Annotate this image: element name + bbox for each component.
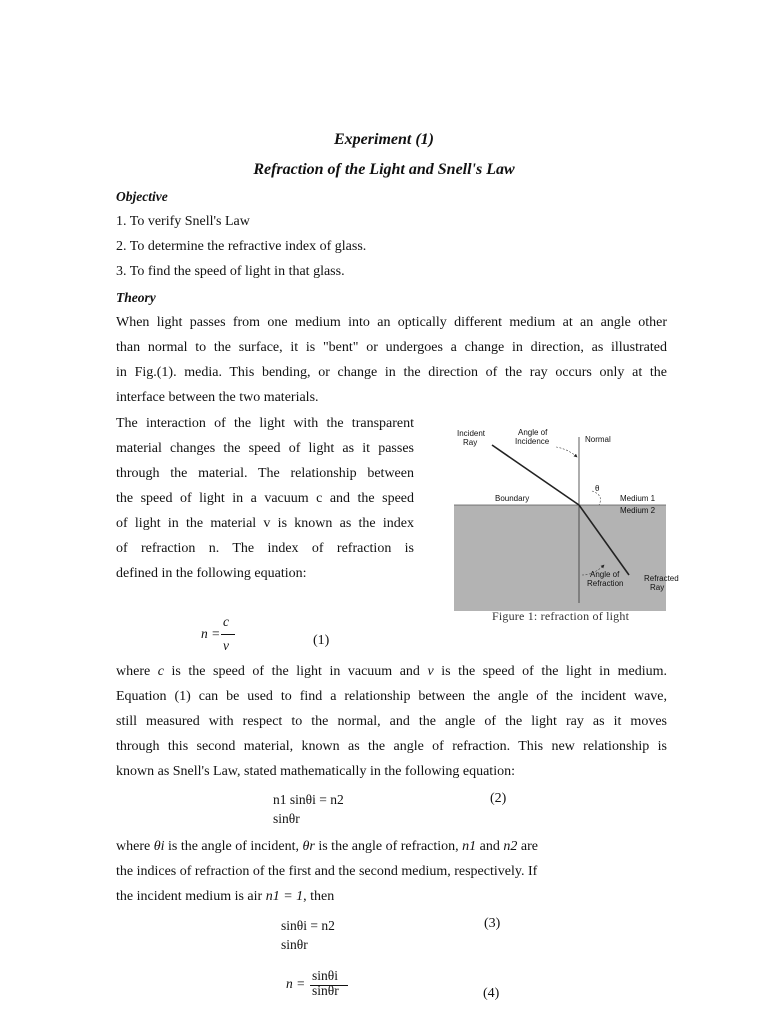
paragraph-line: The interaction of the light with the transparent (116, 416, 414, 431)
paragraph-line: the speed of light in a vacuum c and the speed (116, 491, 414, 506)
objective-heading: Objective (116, 189, 168, 204)
incident-ray-label: Incident (457, 429, 486, 438)
paragraph-line: defined in the following equation: (116, 566, 307, 581)
paragraph-line: the indices of refraction of the first and the second medium, respectively. If (116, 864, 538, 879)
paragraph-line: of refraction n. The index of refraction is (116, 541, 414, 556)
page-title: Experiment (1) (334, 131, 434, 148)
paragraph-line: through this second material, known as the angle of refraction. This new relationship is (116, 739, 667, 754)
eq2-label: (2) (490, 791, 507, 806)
eq3-bottom: sinθr (281, 937, 308, 952)
eq1-lhs: n = (201, 626, 221, 641)
theta-label: θ (595, 484, 600, 493)
eq4-lhs: n = (286, 976, 306, 991)
paragraph-line: the incident medium is air n1 = 1, then (116, 889, 335, 904)
refracted-ray-label: Refracted (644, 574, 679, 583)
angle-of-incidence-label: Angle of (518, 428, 548, 437)
theta-arc (592, 491, 600, 505)
paragraph-line: Equation (1) can be used to find a relationship between the angle of the incident wave, (116, 689, 667, 704)
eq2-top: n1 sinθi = n2 (273, 792, 344, 807)
paragraph-line: where c is the speed of the light in vacuum and v is the speed of the light in medium. (116, 664, 667, 679)
paragraph-line: interface between the two materials. (116, 390, 319, 405)
angle-of-refraction-label: Refraction (587, 579, 624, 588)
objective-item: 3. To find the speed of light in that glass. (116, 264, 345, 279)
medium1-label: Medium 1 (620, 494, 656, 503)
paragraph-line: than normal to the surface, it is "bent" or undergoes a change in direction, as illustrated (116, 340, 667, 355)
objective-item: 2. To determine the refractive index of glass. (116, 239, 367, 254)
eq1-numerator: c (223, 614, 229, 629)
paragraph-line: When light passes from one medium into an optically different medium at an angle other (116, 315, 667, 330)
paragraph-line: through the material. The relationship between (116, 466, 414, 481)
eq4-denominator: sinθr (312, 983, 339, 998)
eq1-denominator: v (223, 638, 229, 653)
paragraph-line: material changes the speed of light as it passes (116, 441, 414, 456)
objective-item: 1. To verify Snell's Law (116, 214, 250, 229)
paragraph-line: still measured with respect to the normal, and the angle of the light ray as it moves (116, 714, 667, 729)
eq4-label: (4) (483, 986, 500, 1001)
eq1-fraction-bar (221, 634, 235, 635)
eq1-label: (1) (313, 633, 330, 648)
figure-caption: Figure 1: refraction of light (492, 609, 630, 623)
eq3-label: (3) (484, 916, 501, 931)
eq2-bottom: sinθr (273, 811, 300, 826)
paragraph-line: of light in the material v is known as the index (116, 516, 414, 531)
page-subtitle: Refraction of the Light and Snell's Law (253, 161, 515, 178)
incident-ray-label: Ray (463, 438, 478, 447)
paragraph-line: known as Snell's Law, stated mathematically in the following equation: (116, 764, 515, 779)
angle-of-incidence-label: Incidence (515, 437, 550, 446)
medium2-label: Medium 2 (620, 506, 656, 515)
paragraph-line: in Fig.(1). media. This bending, or change in the direction of the ray occurs only at the (116, 365, 667, 380)
eq3-top: sinθi = n2 (281, 918, 335, 933)
theory-heading: Theory (116, 290, 156, 305)
refracted-ray-label: Ray (650, 583, 665, 592)
medium2-region (454, 505, 666, 611)
paragraph-line: where θi is the angle of incident, θr is the angle of refraction, n1 and n2 are (116, 839, 538, 854)
refraction-figure (454, 425, 679, 625)
eq4-numerator: sinθi (312, 968, 338, 983)
boundary-label: Boundary (495, 494, 530, 503)
incidence-angle-arrow (556, 447, 577, 457)
angle-of-refraction-label: Angle of (590, 570, 620, 579)
normal-label: Normal (585, 435, 611, 444)
